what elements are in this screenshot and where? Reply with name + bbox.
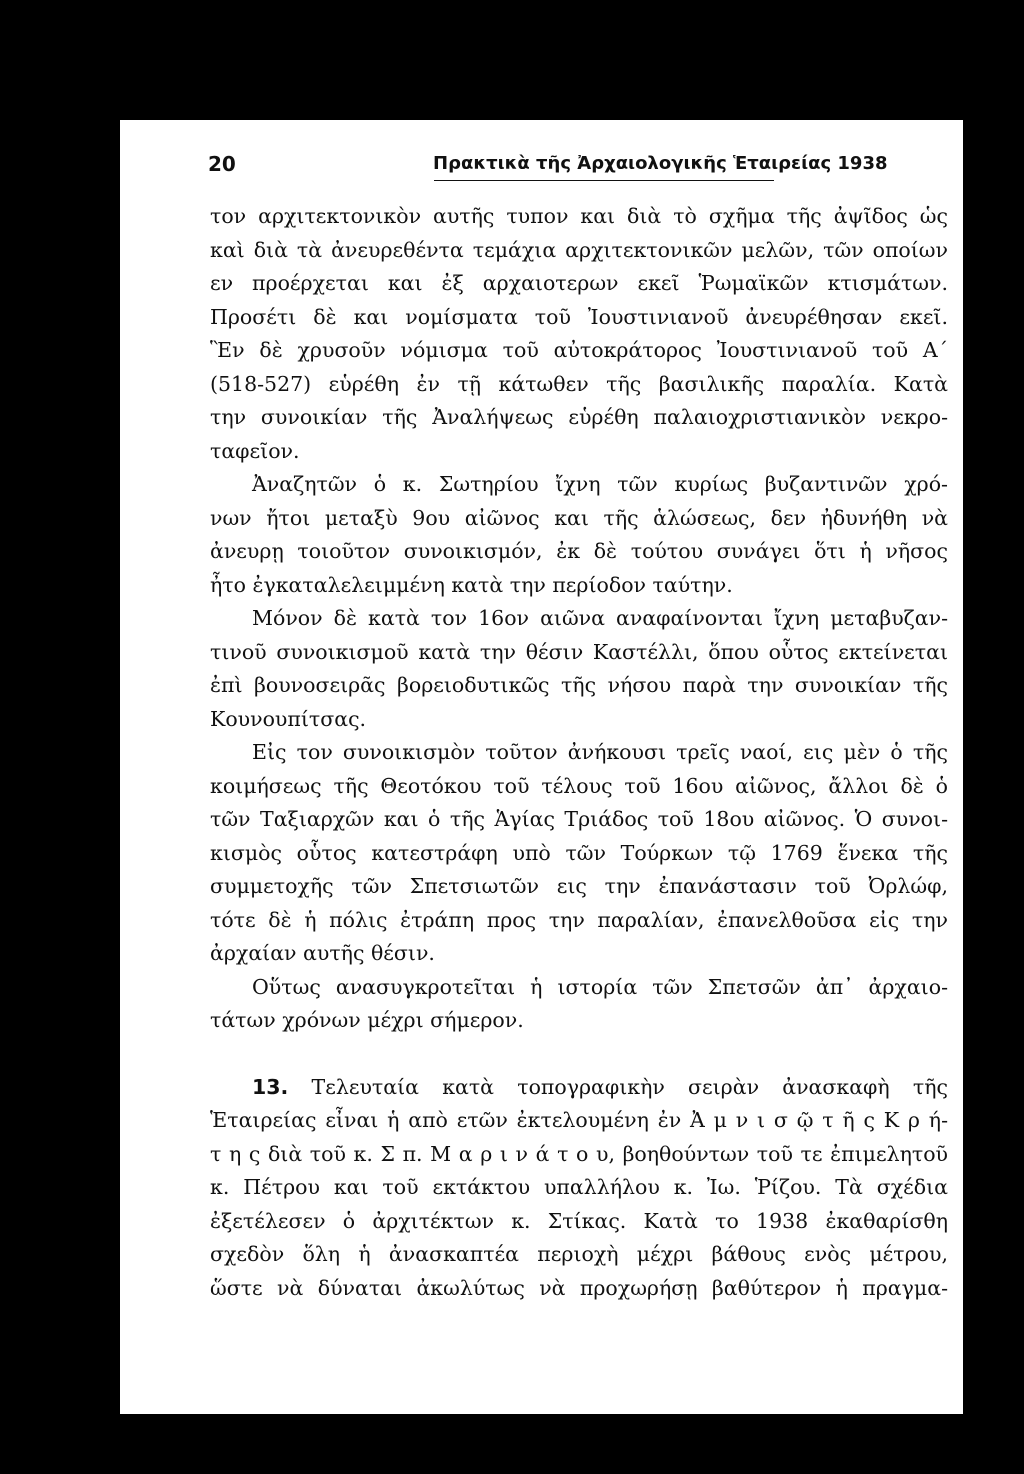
text-line: ἀνευρῃ τοιοῦτον συνοικισμόν, ἐκ δὲ τούτου συνάγει ὅτι ἡ νῆσος bbox=[210, 539, 948, 563]
text-line: (518-527) εὑρέθη ἐν τῇ κάτωθεν τῆς βασιλικῆς παραλία. Κατὰ bbox=[210, 371, 948, 396]
body-text bbox=[210, 200, 948, 1305]
text-line: Εἰς τον συνοικισμὸν τοῦτον ἀνήκουσι τρεῖς ναοί, εις μὲν ὁ τῆς bbox=[252, 740, 948, 764]
text-line: τον αρχιτεκτονικὸν αυτῆς τυπον και διὰ τὸ σχῆμα τῆς ἀψῖδος ὡς bbox=[210, 204, 948, 228]
section-paragraph bbox=[210, 1071, 948, 1306]
text-line: ἀρχαίαν αυτῆς θέσιν. bbox=[210, 941, 435, 965]
text-line: ταφεῖον. bbox=[210, 438, 300, 463]
text-line: ὥστε νὰ δύναται ἀκωλύτως νὰ προχωρήσῃ βαθύτερον ἡ πραγμα- bbox=[210, 1275, 948, 1300]
paragraph bbox=[210, 468, 948, 602]
text-line: συμμετοχῆς τῶν Σπετσιωτῶν εις την ἐπανάστασιν τοῦ Ὀρλώφ, bbox=[210, 874, 948, 898]
text-line: την συνοικίαν τῆς Ἀναλήψεως εὑρέθη παλαιοχριστιανικὸν νεκρο- bbox=[210, 405, 948, 429]
running-head bbox=[208, 150, 948, 182]
text-line bbox=[210, 1071, 948, 1105]
text-line: Ἀναζητῶν ὁ κ. Σωτηρίου ἴχνη τῶν κυρίως βυζαντινῶν χρό- bbox=[252, 472, 948, 496]
text-line: τάτων χρόνων μέχρι σήμερον. bbox=[210, 1008, 524, 1032]
text-line: Προσέτι δὲ και νομίσματα τοῦ Ἰουστινιανοῦ ἀνευρέθησαν εκεῖ. bbox=[210, 304, 948, 329]
text-line: τ η ς διὰ τοῦ κ. Σ π. Μ α ρ ι ν ά τ ο υ, βοηθούντων τοῦ τε ἐπιμελητοῦ bbox=[210, 1141, 948, 1166]
text-line: κοιμήσεως τῆς Θεοτόκου τοῦ τέλους τοῦ 16ου αἰῶνος, ἄλλοι δὲ ὁ bbox=[210, 773, 948, 798]
text-line: εν προέρχεται και ἐξ αρχαιοτερων εκεῖ Ῥωμαϊκῶν κτισμάτων. bbox=[210, 271, 948, 295]
paragraph bbox=[210, 736, 948, 971]
text-line: κισμὸς οὗτος κατεστράφη υπὸ τῶν Τούρκων τῷ 1769 ἕνεκα τῆς bbox=[210, 840, 948, 865]
section-first-line: Τελευταία κατὰ τοπογραφικὴν σειρὰν ἀνασκαφὴ τῆς bbox=[311, 1074, 948, 1099]
text-line: Ἑταιρείας εἶναι ἡ απὸ ετῶν ἐκτελουμένη ἐν Ἀ μ ν ι σ ῷ τ ῆ ς Κ ρ ή- bbox=[210, 1108, 948, 1132]
text-line: ἐπὶ βουνοσειρᾶς βορειοδυτικῶς τῆς νήσου παρὰ την συνοικίαν τῆς bbox=[210, 673, 948, 697]
text-line: καὶ διὰ τὰ ἀνευρεθέντα τεμάχια αρχιτεκτονικῶν μελῶν, τῶν οποίων bbox=[210, 237, 948, 262]
text-line: τότε δὲ ἡ πόλις ἐτράπη προς την παραλίαν, ἐπανελθοῦσα εἰς την bbox=[210, 907, 948, 932]
text-line: Ἓν δὲ χρυσοῦν νόμισμα τοῦ αὐτοκράτορος Ἰουστινιανοῦ τοῦ Α΄ bbox=[210, 338, 948, 362]
paragraph bbox=[210, 602, 948, 736]
text-line: τῶν Ταξιαρχῶν και ὁ τῆς Ἁγίας Τριάδος τοῦ 18ου αἰῶνος. Ὁ συνοι- bbox=[210, 807, 948, 831]
text-line: σχεδὸν ὅλη ἡ ἀνασκαπτέα περιοχὴ μέχρι βάθους ενὸς μέτρου, bbox=[210, 1242, 948, 1266]
text-line: Κουνουπίτσας. bbox=[210, 706, 367, 731]
text-line: νων ἤτοι μεταξὺ 9ου αἰῶνος και τῆς ἁλώσεως, δεν ἠδυνήθη νὰ bbox=[210, 505, 948, 530]
paragraph bbox=[210, 971, 948, 1038]
section-number: 13. bbox=[252, 1074, 289, 1099]
text-line: τινοῦ συνοικισμοῦ κατὰ την θέσιν Καστέλλι, ὅπου οὗτος εκτείνεται bbox=[210, 639, 948, 664]
section-gap bbox=[210, 1038, 948, 1071]
text-line: Οὕτως ανασυγκροτεῖται ἡ ιστορία τῶν Σπετσῶν ἀπ᾽ ἀρχαιο- bbox=[252, 974, 948, 999]
paragraph bbox=[210, 200, 948, 468]
header-rule bbox=[434, 180, 774, 181]
text-line: ἐξετέλεσεν ὁ ἀρχιτέκτων κ. Στίκας. Κατὰ το 1938 ἐκαθαρίσθη bbox=[210, 1208, 948, 1233]
document-page bbox=[120, 120, 963, 1414]
header-title: Πρακτικὰ τῆς Ἀρχαιολογικῆς Ἑταιρείας 1938 bbox=[433, 153, 888, 174]
text-line: Μόνον δὲ κατὰ τον 16ον αιῶνα αναφαίνονται ἴχνη μεταβυζαν- bbox=[252, 606, 948, 630]
text-line: κ. Πέτρου και τοῦ εκτάκτου υπαλλήλου κ. Ἰω. Ῥίζου. Τὰ σχέδια bbox=[210, 1175, 948, 1199]
page-number: 20 bbox=[208, 152, 236, 176]
text-line: ἦτο ἐγκαταλελειμμένη κατὰ την περίοδον ταύτην. bbox=[210, 572, 733, 597]
